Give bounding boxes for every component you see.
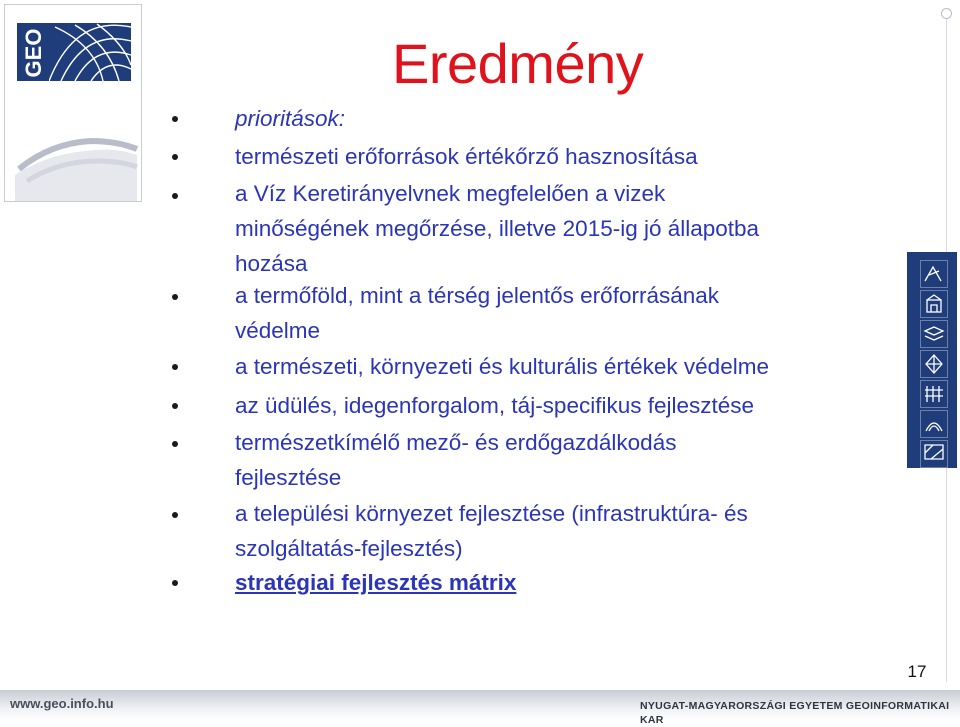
bullet-marker xyxy=(172,403,178,409)
plan-icon xyxy=(920,440,948,468)
survey-icon xyxy=(920,260,948,288)
bullet-marker xyxy=(172,364,178,370)
bullet-text: prioritások: xyxy=(235,106,346,131)
bullet-text: a termőföld, mint a térség jelentős erőforrásának védelme xyxy=(235,283,719,343)
bullet-text: az üdülés, idegenforgalom, táj-specifikus fejlesztése xyxy=(235,393,755,418)
frame-corner-dot xyxy=(941,8,952,19)
bullet-marker xyxy=(172,512,178,518)
bullet-text: természetkímélő mező- és erdőgazdálkodás fejlesztése xyxy=(235,430,677,490)
bullet-marker xyxy=(172,580,178,586)
matrix-link[interactable]: stratégiai fejlesztés mátrix xyxy=(235,570,517,595)
footer-url[interactable]: www.geo.info.hu xyxy=(10,696,114,711)
building-icon xyxy=(920,290,948,318)
tower-icon xyxy=(920,410,948,438)
bullet-marker xyxy=(172,193,178,199)
slide-title: Eredmény xyxy=(392,32,644,95)
bullet-marker xyxy=(172,441,178,447)
bullet-text: a természeti, környezeti és kulturális értékek védelme xyxy=(235,354,769,379)
bullet-marker xyxy=(172,154,178,160)
bullet-marker xyxy=(172,116,178,122)
bullet-text: természeti erőforrások értékőrző hasznosítása xyxy=(235,144,698,169)
bullet-text: a Víz Keretirányelvnek megfelelően a vizek minőségének megőrzése, illetve 2015-ig jó állapotba hozása xyxy=(235,181,760,276)
footer-university-name: NYUGAT-MAGYARORSZÁGI EGYETEM GEOINFORMATIKAI KAR xyxy=(640,700,950,726)
map-icon xyxy=(920,350,948,378)
icon-strip xyxy=(907,252,957,468)
page-number: 17 xyxy=(907,662,927,681)
bullet-text: a települési környezet fejlesztése (infrastruktúra- és szolgáltatás-fejlesztés) xyxy=(235,501,748,561)
bullet-marker xyxy=(172,294,178,300)
grid-icon xyxy=(920,380,948,408)
logo-text: GEO xyxy=(21,28,46,78)
layers-icon xyxy=(920,320,948,348)
